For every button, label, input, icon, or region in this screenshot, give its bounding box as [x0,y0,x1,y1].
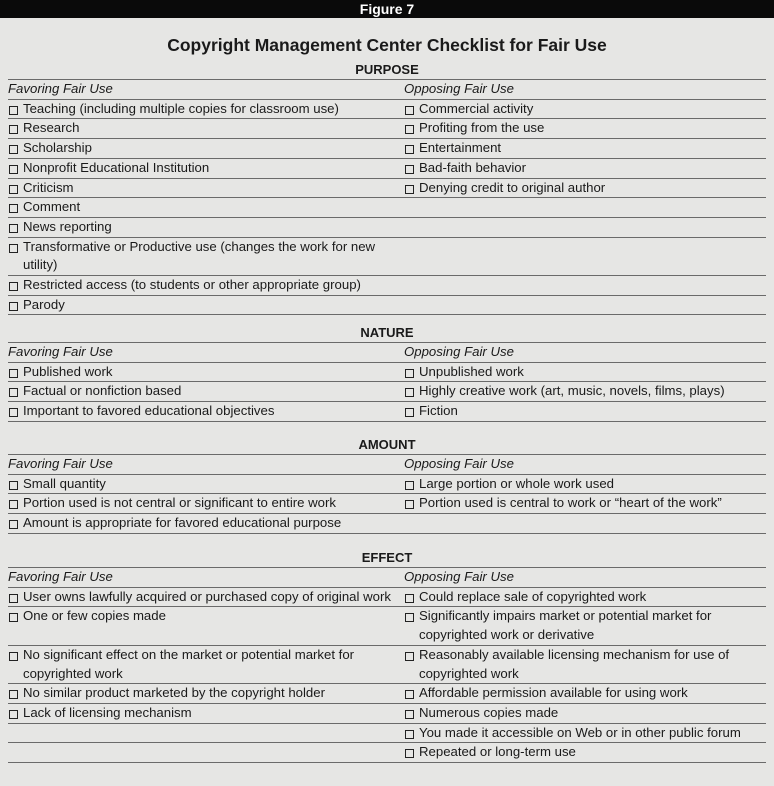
section-effect [8,548,766,763]
checkbox-icon[interactable] [9,145,18,154]
favoring-item[interactable] [8,100,404,119]
favoring-cell [8,494,404,513]
opposing-cell [404,276,766,295]
checkbox-icon[interactable] [405,106,414,115]
checklist-row [8,684,766,704]
checklist-row [8,198,766,218]
favoring-column-header: Favoring Fair Use [8,569,113,584]
favoring-item[interactable] [8,276,404,295]
item-label: Portion used is not central or significant to entire work [23,495,336,511]
checkbox-icon[interactable] [405,125,414,134]
figure-label: Figure 7 [0,0,774,18]
opposing-cell [404,494,766,513]
item-label: Scholarship [23,140,92,156]
favoring-cell [8,119,404,138]
checkbox-icon[interactable] [405,408,414,417]
favoring-cell [8,238,404,275]
item-label: Transformative or Productive use (changes the work for new utility) [23,238,376,273]
favoring-item[interactable] [8,198,404,217]
favoring-item[interactable] [8,704,404,723]
checkbox-icon[interactable] [9,106,18,115]
opposing-column-header: Opposing Fair Use [404,81,514,96]
favoring-item[interactable] [8,494,404,513]
opposing-item[interactable] [404,179,766,198]
checkbox-icon[interactable] [9,185,18,194]
checklist-row [8,607,766,645]
favoring-item[interactable] [8,159,404,178]
checklist-row [8,475,766,495]
opposing-cell [404,607,766,644]
favoring-item[interactable] [8,514,404,533]
item-label: Lack of licensing mechanism [23,704,192,720]
checklist-row [8,724,766,744]
item-label: You made it accessible on Web or in other public forum [419,724,741,740]
checklist-row [8,382,766,402]
opposing-cell [404,119,766,138]
opposing-cell [404,198,766,217]
checkbox-icon[interactable] [9,125,18,134]
checkbox-icon[interactable] [9,244,18,253]
opposing-item[interactable] [404,139,766,158]
item-label: Criticism [23,179,74,195]
favoring-cell [8,475,404,494]
item-label: Small quantity [23,475,106,491]
favoring-cell [8,402,404,421]
checkbox-icon[interactable] [9,690,18,699]
favoring-item[interactable] [8,646,404,683]
item-label: Fiction [419,403,458,419]
checklist-row [8,402,766,422]
favoring-cell [8,218,404,237]
opposing-cell [404,684,766,703]
checkbox-icon[interactable] [405,710,414,719]
opposing-cell [404,475,766,494]
checklist-row [8,100,766,120]
checklist-row [8,139,766,159]
item-label: Research [23,120,80,136]
item-label: Portion used is central to work or “heart of the work” [419,495,722,511]
item-label: No similar product marketed by the copyright holder [23,685,325,701]
item-label: Numerous copies made [419,704,559,720]
opposing-cell [404,588,766,607]
opposing-column-header: Opposing Fair Use [404,344,514,359]
opposing-item[interactable] [404,363,766,382]
opposing-item[interactable] [404,704,766,723]
favoring-cell [8,646,404,683]
column-header-row [8,80,766,100]
checkbox-icon[interactable] [9,302,18,311]
checkbox-icon[interactable] [9,369,18,378]
item-label: Restricted access (to students or other appropriate group) [23,277,361,293]
opposing-item[interactable] [404,119,766,138]
checkbox-icon[interactable] [9,652,18,661]
favoring-cell [8,100,404,119]
opposing-cell [404,139,766,158]
opposing-cell [404,402,766,421]
section-title: NATURE [8,323,766,343]
item-label: Reasonably available licensing mechanism for use of copyrighted work [419,646,730,681]
item-label: Profiting from the use [419,120,545,136]
checkbox-icon[interactable] [405,500,414,509]
section-title: PURPOSE [8,60,766,80]
favoring-cell [8,276,404,295]
section-purpose [8,60,766,315]
item-label: News reporting [23,218,112,234]
page-title: Copyright Management Center Checklist for Fair Use [167,35,607,55]
checkbox-icon[interactable] [9,282,18,291]
favoring-item[interactable] [8,238,404,275]
opposing-cell [404,646,766,683]
opposing-item[interactable] [404,724,766,743]
favoring-cell [8,179,404,198]
item-label: Affordable permission available for using work [419,685,688,701]
checkbox-icon[interactable] [405,165,414,174]
checklist-row [8,218,766,238]
item-label: Commercial activity [419,100,534,116]
item-label: Teaching (including multiple copies for classroom use) [23,100,339,116]
favoring-cell [8,607,404,644]
opposing-cell [404,514,766,533]
opposing-item[interactable] [404,588,766,607]
opposing-item[interactable] [404,382,766,401]
item-label: Highly creative work (art, music, novels, films, plays) [419,383,725,399]
checkbox-icon[interactable] [405,690,414,699]
checklist-row [8,494,766,514]
checkbox-icon[interactable] [405,652,414,661]
column-header-row [8,343,766,363]
checkbox-icon[interactable] [9,594,18,603]
checklist-row [8,119,766,139]
opposing-cell [404,382,766,401]
item-label: No significant effect on the market or potential market for copyrighted work [23,646,355,681]
opposing-item[interactable] [404,684,766,703]
favoring-column-header: Favoring Fair Use [8,344,113,359]
item-label: Bad-faith behavior [419,159,527,175]
favoring-cell [8,514,404,533]
favoring-item[interactable] [8,402,404,421]
checkbox-icon[interactable] [405,388,414,397]
item-label: Entertainment [419,140,502,156]
opposing-cell [404,159,766,178]
opposing-item[interactable] [404,402,766,421]
favoring-cell [8,382,404,401]
checkbox-icon[interactable] [9,613,18,622]
item-label: Significantly impairs market or potential market for copyrighted work or derivative [419,608,712,643]
favoring-item[interactable] [8,296,404,315]
favoring-item[interactable] [8,363,404,382]
checkbox-icon[interactable] [405,481,414,490]
item-label: Large portion or whole work used [419,475,614,491]
checklist-row [8,159,766,179]
checklist-row [8,363,766,383]
column-header-row [8,568,766,588]
opposing-cell [404,218,766,237]
opposing-cell [404,179,766,198]
opposing-item[interactable] [404,646,766,683]
item-label: One or few copies made [23,608,166,624]
item-label: Amount is appropriate for favored educational purpose [23,515,342,531]
favoring-item[interactable] [8,684,404,703]
checkbox-icon[interactable] [9,224,18,233]
checklist-row [8,296,766,316]
favoring-cell [8,159,404,178]
opposing-cell [404,363,766,382]
section-nature [8,323,766,422]
section-title: AMOUNT [8,435,766,455]
checkbox-icon[interactable] [9,165,18,174]
checkbox-icon[interactable] [405,613,414,622]
item-label: User owns lawfully acquired or purchased copy of original work [23,588,391,604]
favoring-cell [8,743,404,762]
checklist-row [8,704,766,724]
checkbox-icon[interactable] [9,408,18,417]
checklist-row [8,514,766,534]
opposing-cell [404,296,766,315]
favoring-cell [8,139,404,158]
section-amount [8,435,766,534]
favoring-column-header: Favoring Fair Use [8,81,113,96]
favoring-column-header: Favoring Fair Use [8,456,113,471]
checkbox-icon[interactable] [9,204,18,213]
item-label: Factual or nonfiction based [23,383,182,399]
item-label: Could replace sale of copyrighted work [419,588,647,604]
favoring-cell [8,704,404,723]
checklist-row [8,276,766,296]
checkbox-icon[interactable] [9,481,18,490]
item-label: Important to favored educational objectives [23,403,275,419]
favoring-cell [8,684,404,703]
opposing-cell [404,238,766,275]
checkbox-icon[interactable] [9,710,18,719]
checklist-row [8,646,766,684]
checklist-row [8,238,766,276]
opposing-item[interactable] [404,100,766,119]
checkbox-icon[interactable] [9,520,18,529]
opposing-column-header: Opposing Fair Use [404,456,514,471]
checkbox-icon[interactable] [405,594,414,603]
section-title: EFFECT [8,548,766,568]
favoring-cell [8,363,404,382]
opposing-cell [404,100,766,119]
favoring-item[interactable] [8,588,404,607]
opposing-item[interactable] [404,159,766,178]
favoring-item[interactable] [8,218,404,237]
item-label: Published work [23,363,113,379]
checkbox-icon[interactable] [9,500,18,509]
item-label: Unpublished work [419,363,524,379]
checklist-row [8,588,766,608]
checkbox-icon[interactable] [405,185,414,194]
opposing-cell [404,724,766,743]
opposing-item[interactable] [404,475,766,494]
opposing-cell [404,704,766,723]
checklist-row [8,179,766,199]
favoring-item[interactable] [8,475,404,494]
opposing-cell [404,743,766,762]
favoring-cell [8,198,404,217]
opposing-item[interactable] [404,494,766,513]
opposing-item[interactable] [404,607,766,644]
favoring-item[interactable] [8,139,404,158]
item-label: Repeated or long-term use [419,744,576,760]
opposing-column-header: Opposing Fair Use [404,569,514,584]
checklist-row [8,743,766,763]
checkbox-icon[interactable] [405,145,414,154]
favoring-cell [8,724,404,743]
item-label: Comment [23,199,81,215]
favoring-item[interactable] [8,179,404,198]
item-label: Nonprofit Educational Institution [23,159,210,175]
opposing-item[interactable] [404,743,766,762]
checkbox-icon[interactable] [405,730,414,739]
favoring-item[interactable] [8,119,404,138]
favoring-item[interactable] [8,607,404,626]
column-header-row [8,455,766,475]
item-label: Denying credit to original author [419,179,606,195]
checkbox-icon[interactable] [9,388,18,397]
item-label: Parody [23,296,65,312]
favoring-cell [8,296,404,315]
checkbox-icon[interactable] [405,749,414,758]
favoring-item[interactable] [8,382,404,401]
favoring-cell [8,588,404,607]
checkbox-icon[interactable] [405,369,414,378]
